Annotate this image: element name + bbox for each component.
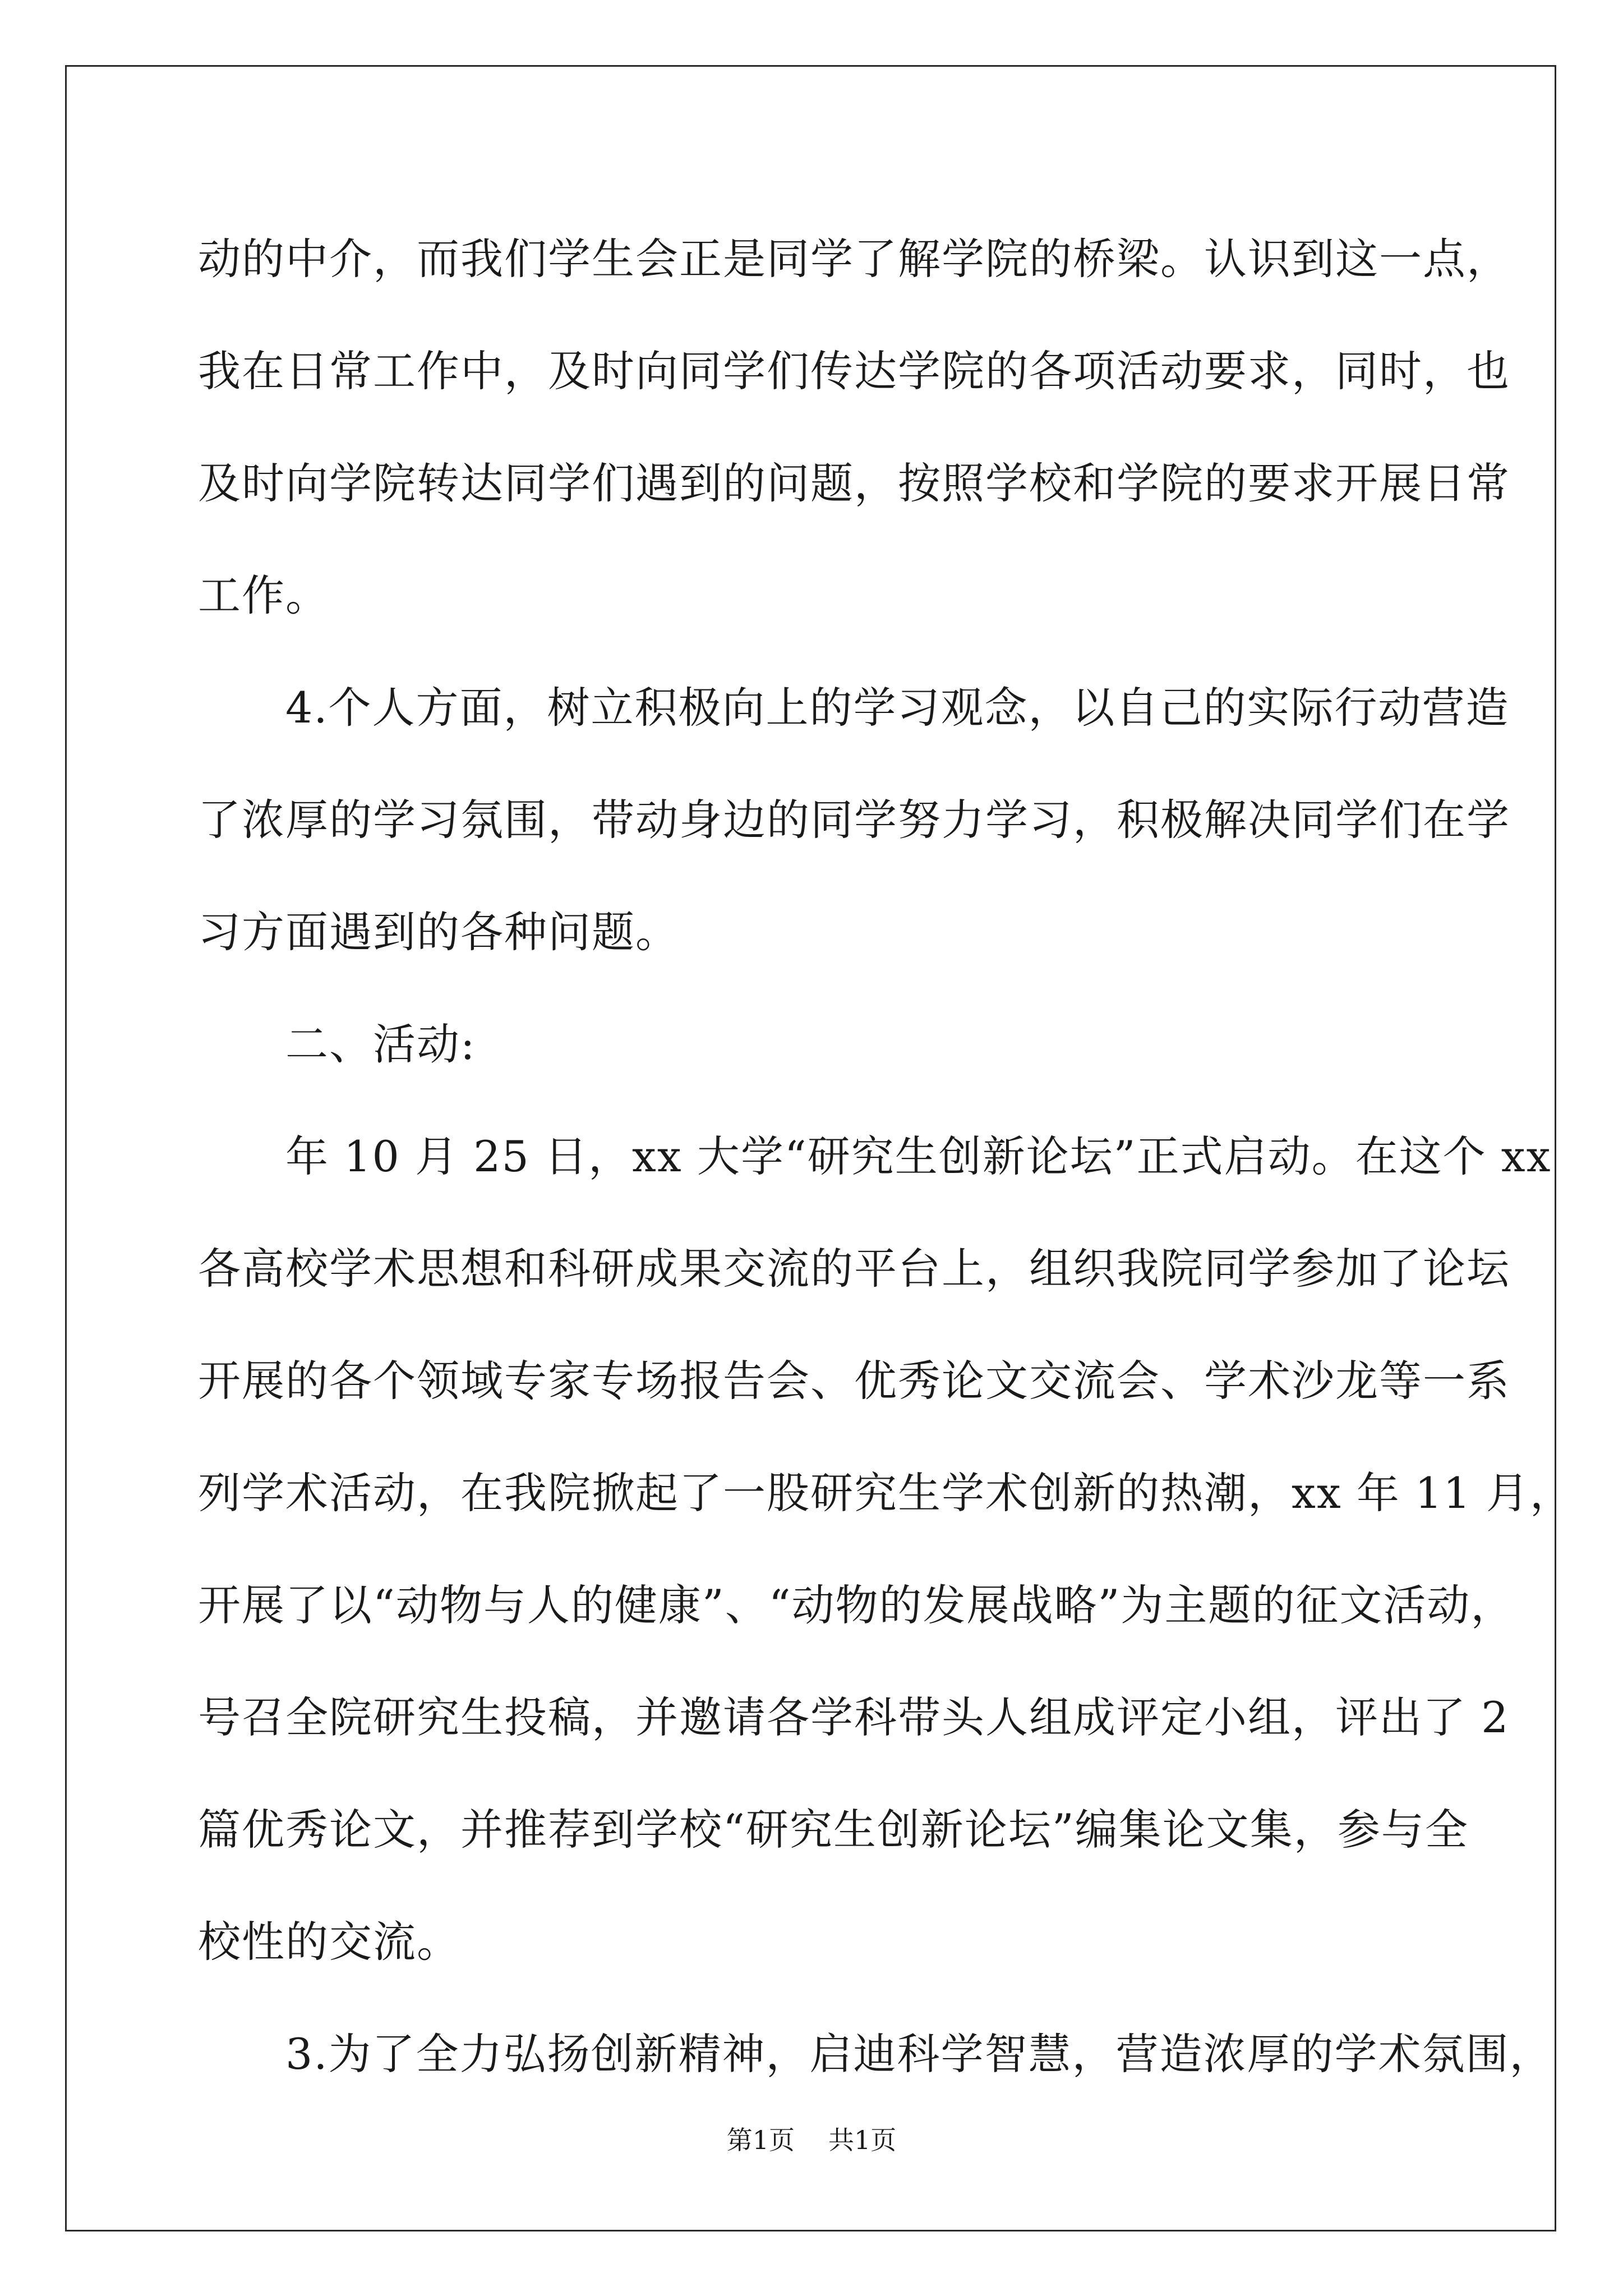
text-line: 及时向学院转达同学们遇到的问题，按照学校和学院的要求开展日常	[198, 458, 1510, 508]
text-line: 动的中介，而我们学生会正是同学了解学院的桥梁。认识到这一点，	[198, 234, 1510, 284]
text-line: 4.个人方面，树立积极向上的学习观念，以自己的实际行动营造	[198, 683, 1510, 733]
section-heading: 二、活动:	[198, 1019, 476, 1069]
page-footer	[0, 2123, 1623, 2157]
text-line: 了浓厚的学习氛围，带动身边的同学努力学习，积极解决同学们在学	[198, 795, 1510, 845]
text-line: 习方面遇到的各种问题。	[198, 907, 679, 957]
text-line: 工作。	[198, 570, 329, 620]
text-line: 篇优秀论文，并推荐到学校“研究生创新论坛”编集论文集，参与全	[198, 1805, 1469, 1855]
document-body	[198, 203, 1574, 2110]
text-line: 号召全院研究生投稿，并邀请各学科带头人组成评定小组，评出了 2	[198, 1692, 1510, 1742]
text-line: 3.为了全力弘扬创新精神，启迪科学智慧，营造浓厚的学术氛围，	[198, 2029, 1553, 2079]
text-line: 各高校学术思想和科研成果交流的平台上，组织我院同学参加了论坛	[198, 1244, 1510, 1294]
text-line: 校性的交流。	[198, 1917, 460, 1967]
page-number: 第1页	[726, 2125, 795, 2155]
text-line: 我在日常工作中，及时向同学们传达学院的各项活动要求，同时，也	[198, 346, 1510, 396]
text-line: 开展了以“动物与人的健康”、“动物的发展战略”为主题的征文活动，	[198, 1580, 1515, 1630]
text-line: 列学术活动，在我院掀起了一股研究生学术创新的热潮，xx 年 11 月，	[198, 1468, 1574, 1518]
page-total: 共1页	[828, 2125, 897, 2155]
text-line: 年 10 月 25 日，xx 大学“研究生创新论坛”正式启动。在这个 xx	[198, 1131, 1552, 1181]
text-line: 开展的各个领域专家专场报告会、优秀论文交流会、学术沙龙等一系	[198, 1356, 1510, 1406]
